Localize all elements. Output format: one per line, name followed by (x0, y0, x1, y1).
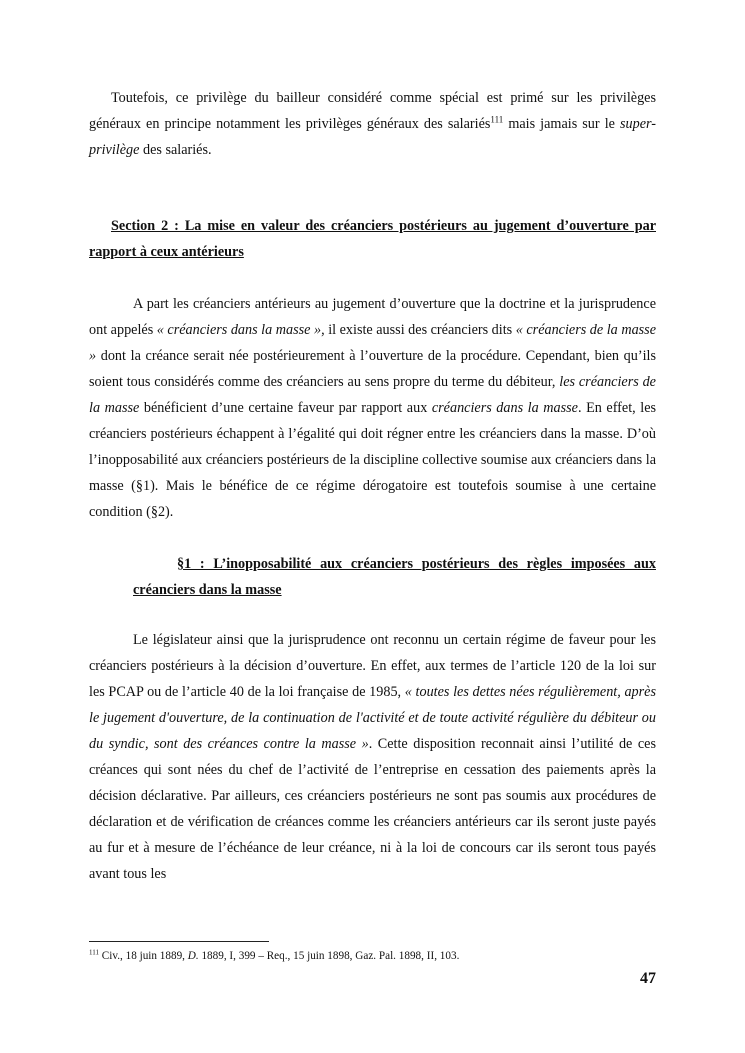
paragraph-privilege-bailleur: Toutefois, ce privilège du bailleur considéré comme spécial est primé sur les privilèges généraux en principe notamment les privilèges généraux des salariés$^{111}$ mais jamais sur le super-privilège des salariés. (89, 90, 656, 158)
page-number: 47 (640, 970, 656, 987)
section-2-heading: Section 2 : La mise en valeur des créanciers postérieurs au jugement d’ouverture par rapport à ceux antérieurs (89, 218, 656, 260)
footnote-number: 111 (89, 948, 99, 957)
footnote: $^{111}$ Civ., 18 juin 1889, D. 1889, I, 399 – Req., 15 juin 1898, Gaz. Pal. 1898, II, 103. (89, 948, 460, 962)
subsection-1-heading: §1 : L’inopposabilité aux créanciers postérieurs des règles imposées aux créanciers dans la masse (133, 556, 656, 598)
footnote-separator (89, 941, 269, 942)
paragraph-regime-faveur: Le législateur ainsi que la jurisprudence ont reconnu un certain régime de faveur pour les créanciers postérieurs à la décision d’ouverture. En effet, aux termes de l’article 120 de la loi sur les PCAP ou de l’article 40 de la loi française de 1985, « toutes les dettes nées régulièrement, après le jugement d'ouverture, de la continuation de l'activité et de toute activité régulière du débiteur ou du syndic, sont des créances contre la masse ». Cette disposition reconnait ainsi l’utilité de ces créances qui sont nées du chef de l’activité de l’entreprise en cessation des paiements après la décision déclarative. Par ailleurs, ces créanciers postérieurs ne sont pas soumis aux procédures de déclaration et de vérification de créances comme les créanciers antérieurs car ils seront juste payés au fur et à mesure de l’échéance de leur créance, ni à la loi de concours car ils seront tous payés avant tous les (89, 632, 656, 882)
footnote-reference[interactable]: 111 (490, 114, 504, 125)
paragraph-creanciers-masse: A part les créanciers antérieurs au jugement d’ouverture que la doctrine et la jurisprudence ont appelés « créanciers dans la masse », il existe aussi des créanciers dits « créanciers de la masse » dont la créance serait née postérieurement à l’ouverture de la procédure. Cependant, bien qu’ils soient tous considérés comme des créanciers au sens propre du terme du débiteur, les créanciers de la masse bénéficient d’une certaine faveur par rapport aux créanciers dans la masse. En effet, les créanciers postérieurs échappent à l’égalité qui doit régner entre les créanciers dans la masse. D’où l’inopposabilité aux créanciers postérieurs de la discipline collective soumise aux créanciers dans la masse (§1). Mais le bénéfice de ce régime dérogatoire est toutefois soumise à une certaine condition (§2). (89, 296, 657, 520)
